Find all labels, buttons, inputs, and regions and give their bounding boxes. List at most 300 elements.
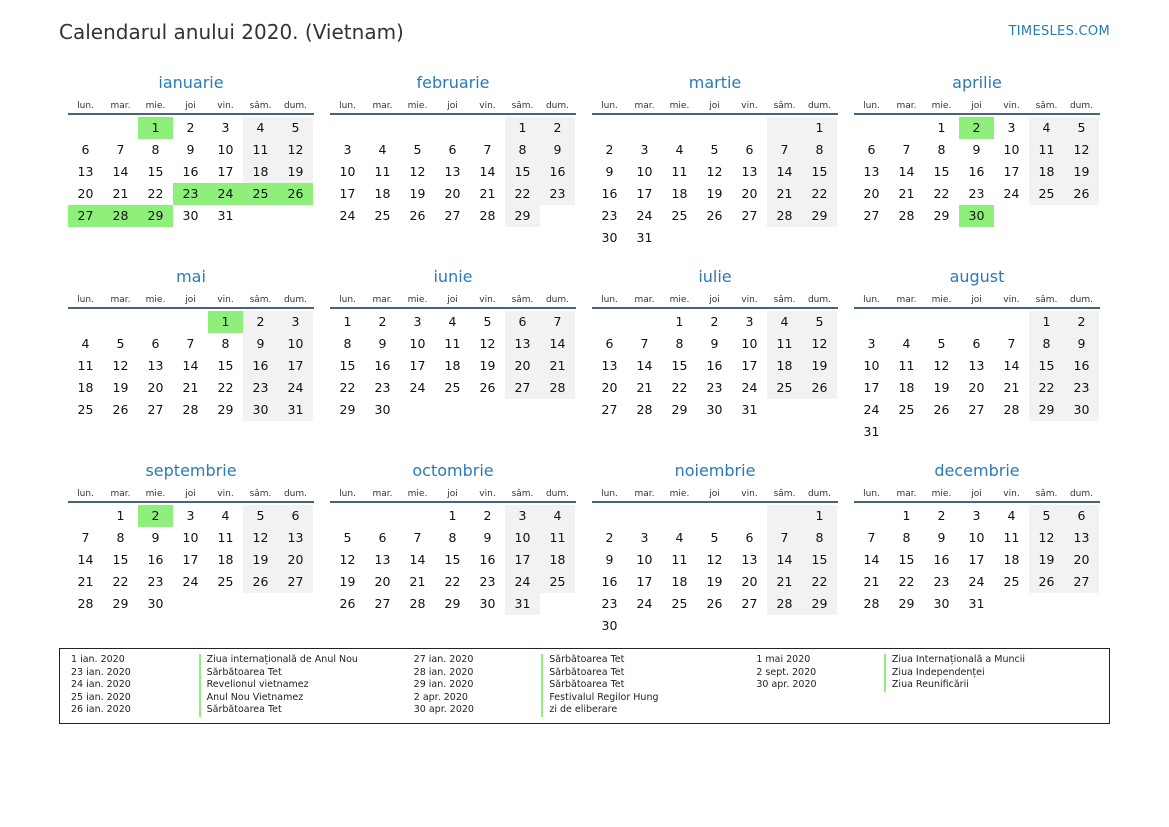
empty-day: [400, 117, 435, 139]
day-cell: 28: [1003, 402, 1020, 417]
months-grid: [68, 73, 1102, 643]
weekday-label: dum.: [807, 101, 832, 111]
day-cell: 13: [968, 358, 985, 373]
weekday-label: lun.: [601, 489, 618, 499]
day-cell: 30: [479, 596, 496, 611]
day-cell: 5: [243, 505, 278, 527]
day-cell: 29: [217, 402, 234, 417]
day-cell: 3: [186, 508, 195, 523]
day-cell: 25: [217, 574, 234, 589]
day-cell: 8: [802, 139, 837, 161]
holiday-date: 1 ian. 2020: [71, 654, 125, 665]
weekday-label: mar.: [896, 101, 917, 111]
day-grid: [854, 503, 1100, 615]
day-cell: 8: [802, 527, 837, 549]
day-cell: 31: [968, 596, 985, 611]
day-cell: 16: [243, 355, 278, 377]
month-name: iulie: [698, 267, 732, 286]
day-cell: 27: [147, 402, 164, 417]
day-cell: 2: [243, 311, 278, 333]
day-cell: 15: [933, 164, 950, 179]
day-cell: 9: [151, 530, 160, 545]
empty-day: [103, 311, 138, 333]
day-grid: [854, 309, 1100, 443]
day-cell: 15: [444, 552, 461, 567]
empty-day: [330, 505, 365, 527]
day-cell: 24: [409, 380, 426, 395]
holiday-name: Ziua Internațională a Muncii: [884, 654, 1099, 667]
weekday-label: lun.: [339, 489, 356, 499]
weekday-label: mar.: [110, 295, 131, 305]
day-cell: 3: [745, 314, 754, 329]
day-grid: [854, 115, 1100, 227]
day-cell: 1: [116, 508, 125, 523]
day-cell: 14: [1003, 358, 1020, 373]
day-cell: 12: [706, 552, 723, 567]
day-cell: 13: [278, 527, 313, 549]
day-cell: 27: [1064, 571, 1099, 593]
page-title: Calendarul anului 2020. (Vietnam): [59, 20, 404, 44]
day-cell: 4: [81, 336, 90, 351]
day-cell: 12: [278, 139, 313, 161]
day-cell: 2: [138, 505, 173, 527]
day-cell: 20: [505, 355, 540, 377]
day-cell: 1: [675, 314, 684, 329]
day-cell: 21: [409, 574, 426, 589]
day-cell: 24: [636, 208, 653, 223]
legend-row: [71, 654, 1099, 667]
day-cell: 17: [863, 380, 880, 395]
day-cell: 22: [444, 574, 461, 589]
day-grid: [68, 503, 314, 615]
day-cell: 13: [77, 164, 94, 179]
weekday-label: joi: [185, 295, 196, 305]
day-grid: [592, 115, 838, 249]
weekday-label: dum.: [283, 295, 308, 305]
holiday-name: [884, 704, 1099, 717]
month-octombrie: [330, 461, 576, 615]
day-cell: 24: [741, 380, 758, 395]
holiday-name: Ziua Independenței: [884, 667, 1099, 680]
day-cell: 22: [217, 380, 234, 395]
day-cell: 4: [540, 505, 575, 527]
holiday-name: Anul Nou Vietnamez: [199, 692, 414, 705]
day-cell: 20: [147, 380, 164, 395]
legend-row: [71, 667, 1099, 680]
day-cell: 20: [741, 574, 758, 589]
day-cell: 30: [182, 208, 199, 223]
day-cell: 14: [540, 333, 575, 355]
day-cell: 25: [374, 208, 391, 223]
day-cell: 3: [343, 142, 352, 157]
day-cell: 6: [867, 142, 876, 157]
holiday-date: [757, 692, 885, 705]
day-cell: 16: [540, 161, 575, 183]
empty-day: [173, 311, 208, 333]
day-cell: 14: [863, 552, 880, 567]
empty-day: [103, 117, 138, 139]
day-cell: 11: [374, 164, 391, 179]
day-grid: [330, 309, 576, 421]
day-cell: 7: [767, 527, 802, 549]
holiday-name: Sărbătoarea Tet: [199, 704, 414, 717]
day-cell: 6: [278, 505, 313, 527]
day-cell: 13: [741, 552, 758, 567]
day-cell: 28: [767, 593, 802, 615]
holiday-date: [757, 704, 885, 717]
day-cell: 9: [540, 139, 575, 161]
day-cell: 21: [540, 355, 575, 377]
day-cell: 27: [444, 208, 461, 223]
day-cell: 5: [710, 530, 719, 545]
empty-day: [68, 311, 103, 333]
weekday-label: joi: [185, 101, 196, 111]
month-name: mai: [176, 267, 206, 286]
day-cell: 7: [540, 311, 575, 333]
weekday-label: lun.: [339, 295, 356, 305]
day-cell: 11: [217, 530, 234, 545]
weekday-header: [592, 485, 838, 503]
day-cell: 11: [1029, 139, 1064, 161]
day-cell: 23: [243, 377, 278, 399]
day-cell: 14: [479, 164, 496, 179]
day-cell: 4: [448, 314, 457, 329]
month-august: [854, 267, 1100, 443]
day-cell: 8: [937, 142, 946, 157]
weekday-label: dum.: [807, 295, 832, 305]
month-martie: [592, 73, 838, 249]
day-cell: 28: [182, 402, 199, 417]
day-cell: 21: [767, 571, 802, 593]
day-cell: 3: [221, 120, 230, 135]
day-cell: 21: [77, 574, 94, 589]
day-cell: 27: [968, 402, 985, 417]
weekday-header: [330, 485, 576, 503]
day-cell: 18: [540, 549, 575, 571]
weekday-label: lun.: [863, 489, 880, 499]
day-cell: 6: [448, 142, 457, 157]
day-cell: 14: [182, 358, 199, 373]
day-cell: 18: [671, 186, 688, 201]
day-cell: 3: [640, 142, 649, 157]
day-cell: 23: [706, 380, 723, 395]
day-cell: 27: [863, 208, 880, 223]
day-cell: 26: [933, 402, 950, 417]
weekday-label: dum.: [283, 101, 308, 111]
weekday-label: dum.: [283, 489, 308, 499]
day-cell: 24: [1003, 186, 1020, 201]
day-cell: 6: [972, 336, 981, 351]
empty-day: [767, 117, 802, 139]
day-cell: 12: [706, 164, 723, 179]
empty-day: [732, 117, 767, 139]
weekday-label: mie.: [669, 489, 690, 499]
day-cell: 19: [933, 380, 950, 395]
day-cell: 18: [671, 574, 688, 589]
day-cell: 14: [112, 164, 129, 179]
weekday-label: sâm.: [773, 295, 796, 305]
day-cell: 14: [409, 552, 426, 567]
weekday-header: [330, 97, 576, 115]
day-cell: 17: [505, 549, 540, 571]
day-cell: 30: [706, 402, 723, 417]
weekday-header: [68, 485, 314, 503]
empty-day: [854, 505, 889, 527]
day-cell: 25: [1029, 183, 1064, 205]
day-cell: 12: [409, 164, 426, 179]
day-cell: 19: [278, 161, 313, 183]
day-cell: 23: [1064, 377, 1099, 399]
day-cell: 27: [741, 596, 758, 611]
empty-day: [138, 311, 173, 333]
weekday-label: mie.: [145, 295, 166, 305]
day-cell: 27: [374, 596, 391, 611]
day-cell: 8: [116, 530, 125, 545]
day-cell: 10: [636, 164, 653, 179]
weekday-label: joi: [971, 101, 982, 111]
day-cell: 22: [671, 380, 688, 395]
weekday-label: lun.: [863, 101, 880, 111]
day-cell: 27: [505, 377, 540, 399]
day-cell: 18: [77, 380, 94, 395]
empty-day: [627, 505, 662, 527]
day-cell: 10: [182, 530, 199, 545]
day-cell: 13: [374, 552, 391, 567]
legend-row: [71, 704, 1099, 717]
day-cell: 29: [671, 402, 688, 417]
day-cell: 14: [767, 549, 802, 571]
empty-day: [592, 311, 627, 333]
day-cell: 13: [741, 164, 758, 179]
weekday-label: sâm.: [511, 489, 534, 499]
weekday-label: vin.: [741, 101, 758, 111]
weekday-label: lun.: [77, 295, 94, 305]
legend-row: [71, 679, 1099, 692]
day-cell: 12: [1029, 527, 1064, 549]
weekday-label: mie.: [407, 489, 428, 499]
day-cell: 24: [968, 574, 985, 589]
day-cell: 23: [601, 596, 618, 611]
weekday-header: [330, 291, 576, 309]
day-cell: 7: [902, 142, 911, 157]
day-cell: 5: [116, 336, 125, 351]
empty-day: [400, 505, 435, 527]
day-cell: 4: [1029, 117, 1064, 139]
weekday-label: mie.: [407, 101, 428, 111]
day-cell: 13: [147, 358, 164, 373]
day-cell: 2: [937, 508, 946, 523]
month-iulie: [592, 267, 838, 421]
day-cell: 17: [1003, 164, 1020, 179]
day-cell: 3: [505, 505, 540, 527]
day-cell: 9: [483, 530, 492, 545]
weekday-label: mie.: [669, 295, 690, 305]
day-cell: 10: [968, 530, 985, 545]
day-cell: 4: [675, 142, 684, 157]
holiday-date: 23 ian. 2020: [71, 666, 131, 678]
day-cell: 29: [802, 205, 837, 227]
day-cell: 24: [182, 574, 199, 589]
day-cell: 5: [343, 530, 352, 545]
empty-day: [330, 117, 365, 139]
day-cell: 31: [217, 208, 234, 223]
day-cell: 5: [413, 142, 422, 157]
day-cell: 1: [802, 505, 837, 527]
day-cell: 16: [933, 552, 950, 567]
day-cell: 20: [741, 186, 758, 201]
weekday-label: mar.: [372, 489, 393, 499]
day-cell: 9: [605, 164, 614, 179]
day-cell: 25: [671, 596, 688, 611]
day-cell: 15: [671, 358, 688, 373]
day-cell: 15: [505, 161, 540, 183]
day-cell: 2: [605, 142, 614, 157]
day-cell: 2: [959, 117, 994, 139]
day-cell: 11: [898, 358, 915, 373]
weekday-label: joi: [447, 101, 458, 111]
day-cell: 19: [409, 186, 426, 201]
day-cell: 28: [540, 377, 575, 399]
month-ianuarie: [68, 73, 314, 227]
weekday-label: joi: [709, 489, 720, 499]
empty-day: [854, 311, 889, 333]
day-cell: 14: [898, 164, 915, 179]
day-cell: 8: [221, 336, 230, 351]
day-cell: 22: [1029, 377, 1064, 399]
day-cell: 29: [112, 596, 129, 611]
day-cell: 29: [898, 596, 915, 611]
day-cell: 25: [898, 402, 915, 417]
day-cell: 12: [243, 527, 278, 549]
day-cell: 17: [217, 164, 234, 179]
day-cell: 30: [959, 205, 994, 227]
day-cell: 30: [243, 399, 278, 421]
day-cell: 18: [217, 552, 234, 567]
day-grid: [68, 115, 314, 227]
day-cell: 8: [151, 142, 160, 157]
day-cell: 3: [413, 314, 422, 329]
day-cell: 12: [1064, 139, 1099, 161]
weekday-label: vin.: [741, 295, 758, 305]
day-cell: 25: [540, 571, 575, 593]
empty-day: [889, 117, 924, 139]
day-cell: 12: [933, 358, 950, 373]
weekday-label: mar.: [634, 295, 655, 305]
holiday-name: Ziua Reunificării: [884, 679, 1099, 692]
site-link[interactable]: TIMESLES.COM: [1008, 24, 1110, 39]
weekday-header: [854, 97, 1100, 115]
day-cell: 15: [217, 358, 234, 373]
day-cell: 13: [505, 333, 540, 355]
day-cell: 19: [706, 574, 723, 589]
weekday-label: mie.: [669, 101, 690, 111]
day-cell: 5: [710, 142, 719, 157]
day-cell: 21: [1003, 380, 1020, 395]
day-cell: 25: [77, 402, 94, 417]
holiday-date: 26 ian. 2020: [71, 704, 131, 715]
day-grid: [330, 503, 576, 615]
weekday-label: joi: [971, 295, 982, 305]
day-grid: [592, 309, 838, 421]
day-cell: 1: [802, 117, 837, 139]
weekday-label: lun.: [77, 101, 94, 111]
day-cell: 23: [968, 186, 985, 201]
legend-row: [71, 692, 1099, 705]
month-name: august: [949, 267, 1005, 286]
holiday-name: Sărbătoarea Tet: [541, 654, 756, 667]
day-cell: 18: [444, 358, 461, 373]
day-cell: 25: [444, 380, 461, 395]
day-cell: 15: [147, 164, 164, 179]
weekday-label: sâm.: [773, 101, 796, 111]
day-cell: 5: [802, 311, 837, 333]
day-cell: 6: [745, 530, 754, 545]
day-cell: 28: [863, 596, 880, 611]
day-cell: 29: [444, 596, 461, 611]
day-cell: 20: [863, 186, 880, 201]
weekday-label: vin.: [217, 489, 234, 499]
day-cell: 31: [863, 424, 880, 439]
day-cell: 17: [636, 574, 653, 589]
day-cell: 29: [933, 208, 950, 223]
day-cell: 20: [968, 380, 985, 395]
day-cell: 15: [802, 161, 837, 183]
day-cell: 19: [243, 549, 278, 571]
day-cell: 12: [802, 333, 837, 355]
day-cell: 9: [378, 336, 387, 351]
weekday-label: vin.: [217, 101, 234, 111]
day-cell: 16: [968, 164, 985, 179]
weekday-label: mie.: [407, 295, 428, 305]
weekday-header: [68, 97, 314, 115]
day-cell: 7: [767, 139, 802, 161]
weekday-label: mar.: [372, 295, 393, 305]
day-cell: 25: [1003, 574, 1020, 589]
day-cell: 23: [479, 574, 496, 589]
day-cell: 17: [968, 552, 985, 567]
holiday-name: Revelionul vietnamez: [199, 679, 414, 692]
holiday-date: 2 apr. 2020: [413, 691, 468, 703]
day-cell: 6: [605, 336, 614, 351]
day-cell: 30: [147, 596, 164, 611]
day-cell: 11: [243, 139, 278, 161]
day-cell: 4: [221, 508, 230, 523]
day-cell: 28: [479, 208, 496, 223]
weekday-header: [68, 291, 314, 309]
holiday-date: 25 ian. 2020: [71, 691, 131, 703]
day-cell: 14: [636, 358, 653, 373]
day-cell: 1: [208, 311, 243, 333]
weekday-label: lun.: [863, 295, 880, 305]
day-cell: 1: [902, 508, 911, 523]
day-cell: 10: [636, 552, 653, 567]
holiday-date: 30 apr. 2020: [413, 704, 474, 715]
day-cell: 9: [243, 333, 278, 355]
day-cell: 18: [767, 355, 802, 377]
day-cell: 20: [77, 186, 94, 201]
holiday-legend: [59, 648, 1110, 724]
month-name: septembrie: [145, 461, 237, 480]
holiday-date: 2 sept. 2020: [756, 666, 817, 678]
holiday-name: Sărbătoarea Tet: [541, 679, 756, 692]
day-cell: 15: [339, 358, 356, 373]
month-name: octombrie: [412, 461, 494, 480]
day-cell: 30: [601, 618, 618, 633]
weekday-label: mar.: [372, 101, 393, 111]
day-cell: 12: [339, 552, 356, 567]
empty-day: [592, 117, 627, 139]
day-cell: 24: [863, 402, 880, 417]
